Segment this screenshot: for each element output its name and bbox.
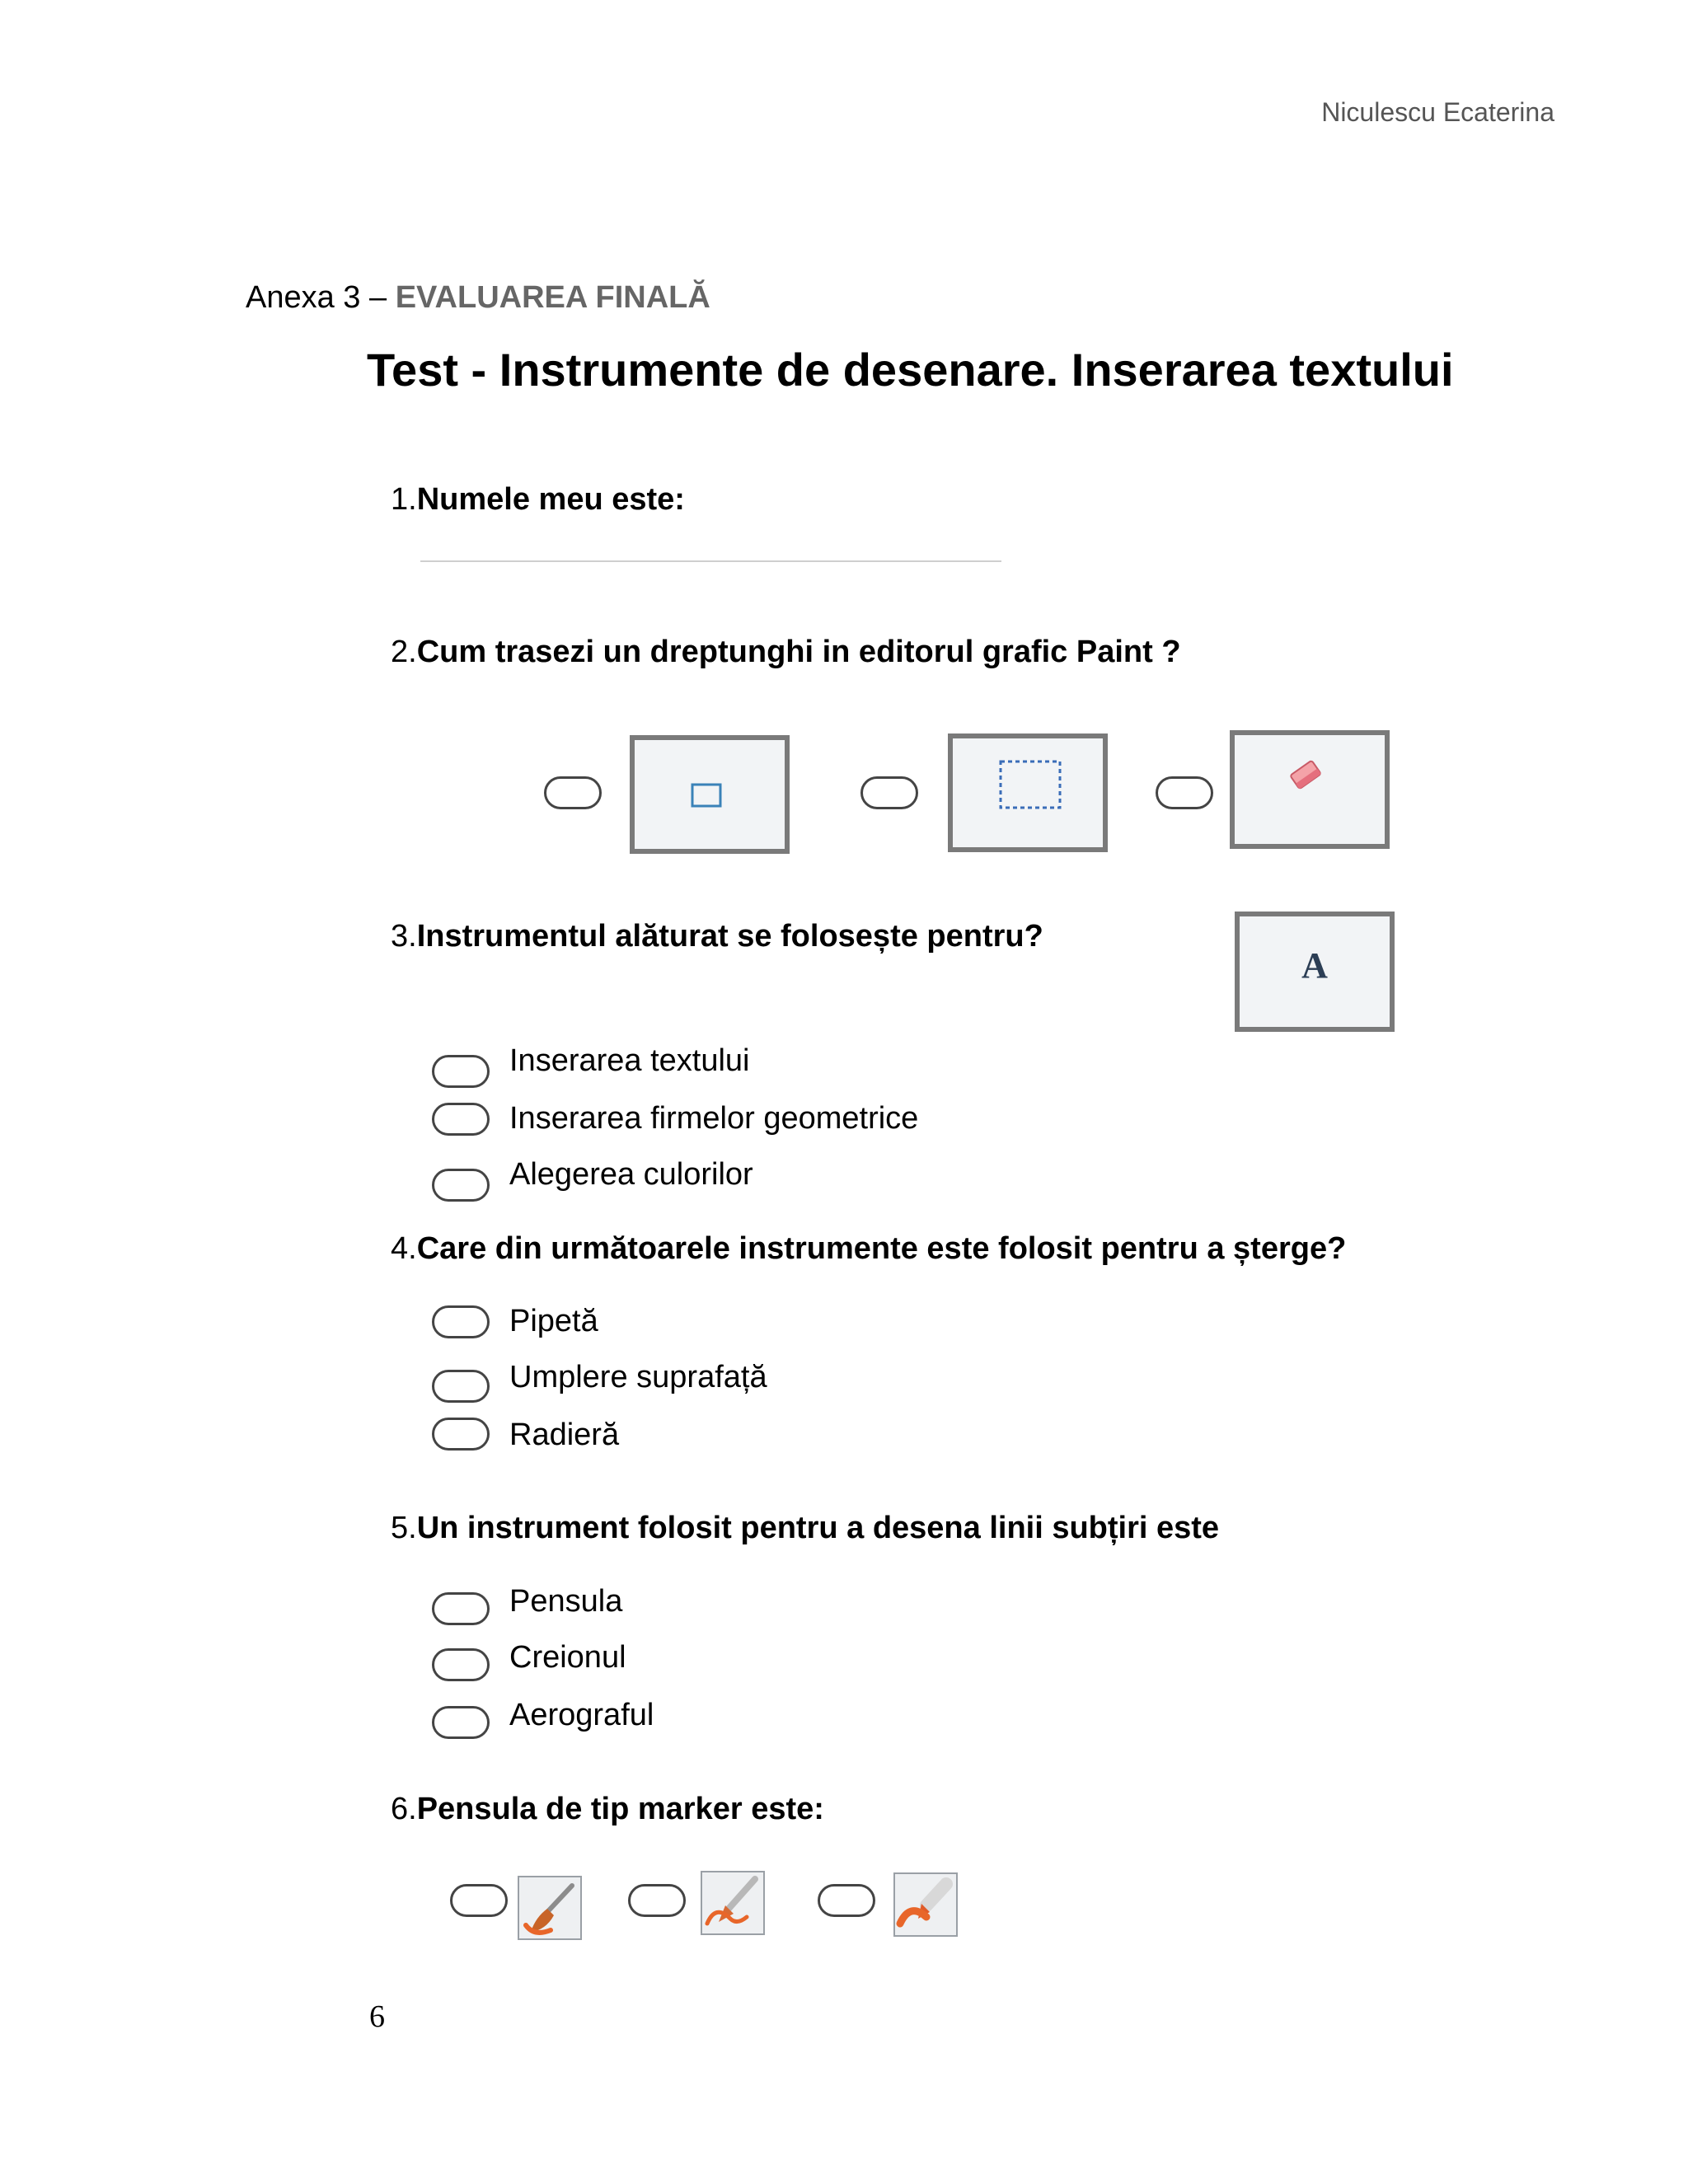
q4-option-2-label: Umplere suprafață xyxy=(509,1360,767,1394)
q2-option-3-radio[interactable] xyxy=(1156,776,1213,809)
rectangle-shape-icon xyxy=(630,735,790,854)
question-5 xyxy=(391,1511,1219,1546)
annex-heading xyxy=(246,280,710,316)
q5-option-1-radio[interactable] xyxy=(432,1592,490,1625)
q3-option-2-label: Inserarea firmelor geometrice xyxy=(509,1101,919,1136)
question-text: Un instrument folosit pentru a desena linii subțiri este xyxy=(416,1511,1220,1545)
eraser-icon xyxy=(1230,730,1390,849)
question-number: 3. xyxy=(391,919,417,954)
question-text: Pensula de tip marker este: xyxy=(416,1792,824,1826)
q4-option-3-label: Radieră xyxy=(509,1418,620,1452)
q5-option-3-label: Aerograful xyxy=(509,1698,654,1732)
q4-option-3-radio[interactable] xyxy=(432,1418,490,1451)
question-text: Instrumentul alăturat se folosește pentru? xyxy=(416,919,1043,954)
q3-option-1-radio[interactable] xyxy=(432,1055,490,1088)
question-3 xyxy=(391,919,1043,954)
question-1 xyxy=(391,482,685,518)
text-tool-icon xyxy=(1235,912,1395,1032)
annex-prefix: Anexa 3 – xyxy=(246,280,396,315)
question-number: 1. xyxy=(391,482,417,517)
q5-option-2-radio[interactable] xyxy=(432,1648,490,1681)
question-text: Cum trasezi un dreptunghi in editorul grafic Paint ? xyxy=(416,635,1181,669)
annex-label: EVALUAREA FINALĂ xyxy=(395,280,710,315)
q3-option-1-label: Inserarea textului xyxy=(509,1043,750,1078)
q2-option-2-radio[interactable] xyxy=(860,776,918,809)
q5-option-2-label: Creionul xyxy=(509,1640,626,1675)
name-answer-line[interactable] xyxy=(420,560,1001,562)
question-number: 6. xyxy=(391,1792,417,1826)
marker-icon xyxy=(893,1872,958,1937)
question-number: 5. xyxy=(391,1511,417,1545)
q2-option-1-radio[interactable] xyxy=(544,776,602,809)
question-6 xyxy=(391,1792,824,1827)
q6-option-2-radio[interactable] xyxy=(628,1884,686,1917)
question-number: 4. xyxy=(391,1231,417,1266)
text-tool-letter: A xyxy=(1301,945,1328,986)
q6-option-1-radio[interactable] xyxy=(450,1884,508,1917)
q5-option-3-radio[interactable] xyxy=(432,1706,490,1739)
page-title: Test - Instrumente de desenare. Inserarea textului xyxy=(367,344,1454,396)
question-text: Care din următoarele instrumente este folosit pentru a șterge? xyxy=(416,1231,1347,1266)
author-name: Niculescu Ecaterina xyxy=(1321,97,1554,127)
question-2 xyxy=(391,635,1181,670)
question-text: Numele meu este: xyxy=(416,482,685,517)
q4-option-1-label: Pipetă xyxy=(509,1304,598,1338)
calligraphy-brush-icon xyxy=(701,1871,765,1935)
q4-option-2-radio[interactable] xyxy=(432,1370,490,1403)
q3-option-2-radio[interactable] xyxy=(432,1103,490,1136)
q6-option-3-radio[interactable] xyxy=(818,1884,875,1917)
rectangular-selection-icon xyxy=(948,733,1108,852)
question-4 xyxy=(391,1231,1346,1267)
q5-option-1-label: Pensula xyxy=(509,1584,623,1619)
brush-icon xyxy=(518,1876,582,1940)
q4-option-1-radio[interactable] xyxy=(432,1305,490,1338)
question-number: 2. xyxy=(391,635,417,669)
q3-option-3-radio[interactable] xyxy=(432,1169,490,1202)
page-number: 6 xyxy=(369,1999,385,2034)
q3-option-3-label: Alegerea culorilor xyxy=(509,1157,753,1192)
